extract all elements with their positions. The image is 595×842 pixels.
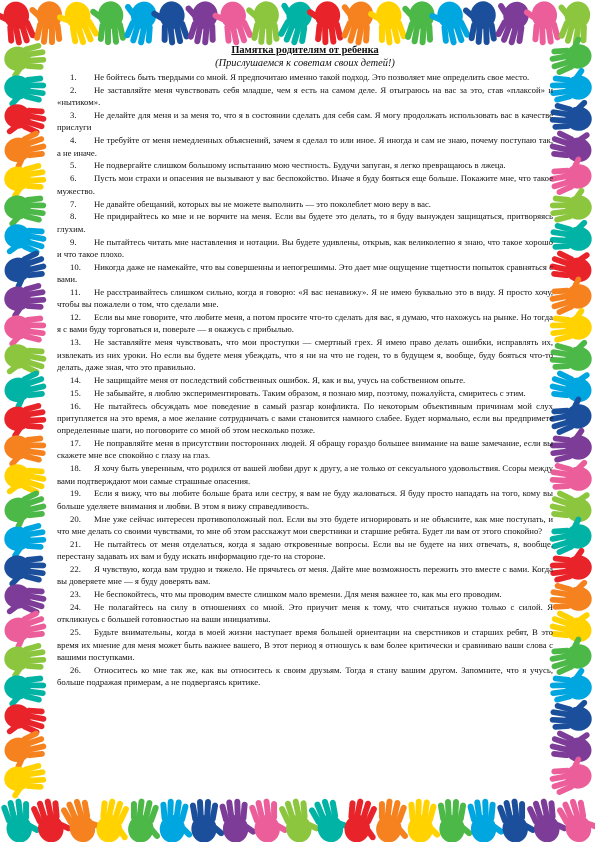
memo-item-text: Не бойтесь быть твердыми со мной. Я предпочитаю именно такой подход. Это позволяет мне определить свое место. <box>94 72 530 82</box>
memo-item-text: Относитесь ко мне так же, как вы относитесь к своим друзьям. Тогда я стану вашим другом. Запомните, что я учусь, больше подражая примерам, а не подвергаясь критике. <box>57 664 553 688</box>
memo-item <box>57 462 553 487</box>
handprint-icon <box>3 162 48 201</box>
memo-item <box>57 374 553 386</box>
handprint-icon <box>88 1 126 47</box>
handprint-icon <box>3 553 47 590</box>
handprint-icon <box>3 73 47 110</box>
memo-item-number: 4. <box>70 135 77 146</box>
memo-item-number: 21. <box>70 538 81 549</box>
handprint-icon <box>548 306 592 343</box>
memo-item-text: Я хочу быть уверенным, что родился от вашей любви друг к другу, а не только от сексуального удовольствия. Ссоры между вами подтверждают мои самые страшные опасения. <box>57 463 553 486</box>
memo-item <box>57 513 553 538</box>
memo-item-text: Если вы мне говорите, что любите меня, а потом просите что-то сделать для вас, я думаю, что нахожусь на рынке. Но тогда я с вами буду торговаться и, поверьте — я окажусь с прибылью. <box>57 312 553 335</box>
memo-item-number: 13. <box>70 337 81 348</box>
memo-item-number: 5. <box>70 160 77 171</box>
document-subtitle: (Прислушаемся к советам своих детей!) <box>215 58 395 69</box>
memo-item <box>57 487 553 512</box>
handprint-icon <box>426 0 473 50</box>
memo-item-number: 18. <box>70 463 81 474</box>
memo-item <box>57 664 553 689</box>
handprint-icon <box>3 762 48 801</box>
memo-item-number: 19. <box>70 488 81 499</box>
memo-item <box>57 588 553 600</box>
memo-item-number: 8. <box>70 211 77 222</box>
memo-item <box>57 601 553 626</box>
memo-item <box>57 198 553 210</box>
memo-item-number: 12. <box>70 312 81 323</box>
memo-item <box>57 261 553 286</box>
handprint-icon <box>3 673 47 710</box>
handprint-icon <box>149 0 191 48</box>
handprint-icon <box>554 793 595 842</box>
memo-item <box>57 400 553 437</box>
handprint-icon <box>180 0 222 47</box>
memo-item <box>57 538 553 563</box>
handprint-icon <box>548 66 592 103</box>
handprint-icon <box>244 1 282 46</box>
memo-item-number: 14. <box>70 374 81 385</box>
memo-item <box>57 159 553 171</box>
memo-item-number: 1. <box>70 72 77 82</box>
memo-item <box>57 311 553 336</box>
memo-item <box>57 626 553 663</box>
memo-item-number: 7. <box>70 198 77 209</box>
memo-item-text: Не придирайтесь ко мне и не ворчите на меня. Если вы будете это делать, то я буду вынужден защищаться, притворяясь глухим. <box>57 211 553 234</box>
memo-document <box>57 44 553 810</box>
memo-item-text: Не пытайтесь читать мне наставления и нотации. Вы будете удивлены, открыв, как великолепно я знаю, что такое хорошо и что такое плохо. <box>57 236 553 259</box>
memo-item-number: 22. <box>70 564 81 575</box>
memo-item-number: 16. <box>70 400 81 411</box>
memo-item-number: 26. <box>70 664 81 675</box>
memo-item <box>57 210 553 235</box>
memo-item-text: Не требуйте от меня немедленных объяснений, зачем я сделал то или иное. Я иногда и сам не знаю, почему поступаю так, а не иначе. <box>57 135 553 158</box>
document-title: Памятка родителям от ребенка <box>231 45 379 56</box>
memo-item-text: Будьте внимательны, когда в моей жизни наступает время большей ориентации на сверстников и старших ребят, В это время их мнение для меня может быть важнее вашего, В этот период я отношусь к вам более критически и сравниваю ваши слова с вашими поступками. <box>57 627 553 662</box>
memo-item-number: 17. <box>70 438 81 449</box>
handprint-icon <box>3 522 48 561</box>
memo-item-number: 3. <box>70 110 77 121</box>
handprint-icon <box>548 546 592 583</box>
handprint-icon <box>3 433 47 470</box>
memo-item <box>57 236 553 261</box>
memo-item <box>57 387 553 399</box>
memo-item-number: 11. <box>70 286 81 297</box>
memo-item-text: Я чувствую, когда вам трудно и тяжело. Не прячьтесь от меня. Дайте мне возможность пережить это вместе с вами. Когда вы доверяете мне — я буду доверять вам. <box>57 564 553 587</box>
memo-item-text: Если я вижу, что вы любите больше брата или сестру, я вам не буду жаловаться. Я буду просто нападать на того, кому вы больше уделяете внимания и любви. В этом я вижу справедливость. <box>57 488 553 511</box>
memo-item-text: Не подвергайте слишком большому испытанию мою честность. Будучи запуган, я легко превращаюсь в лжеца. <box>94 160 506 171</box>
memo-item <box>57 336 553 373</box>
handprint-icon <box>3 642 48 681</box>
memo-item-text: Не полагайтесь на силу в отношениях со мной. Это приучит меня к тому, что считаться нужно только с силой. Я откликнусь с большей готовностью на ваши инициативы. <box>57 602 553 625</box>
handprint-icon <box>305 0 344 46</box>
memo-item-number: 2. <box>70 84 77 95</box>
memo-item-text: Не беспокойтесь, что мы проводим вместе слишком мало времени. Для меня важнее то, как мы его проводим. <box>94 589 502 600</box>
memo-item <box>57 71 553 83</box>
memo-item <box>57 437 553 462</box>
memo-item <box>57 563 553 588</box>
memo-item-text: Никогда даже не намекайте, что вы совершенны и непогрешимы. Это дает мне ощущение тщетности попыток сравняться с вами. <box>57 261 553 285</box>
memo-item-text: Не заставляйте меня чувствовать себя младше, чем я есть на самом деле. Я отыграюсь на вас за это, став «плаксой» и «нытиком». <box>57 84 553 108</box>
handprint-icon <box>548 426 592 463</box>
memo-item-text: Не поправляйте меня в присутствии посторонних людей. Я обращу гораздо большее внимание на ваше замечание, если вы скажете мне все спокойно с глазу на глаз. <box>57 438 553 461</box>
memo-item-number: 23. <box>70 589 81 600</box>
memo-item-text: Мне уже сейчас интересен противоположный пол. Если вы это будете игнорировать и не объясните, как мне поступать, и что мне делать со своими чувствами, то мне об этом расскажут мои сверстники и старшие ребята. Будет ли вам от этого спокойно? <box>57 513 553 536</box>
handprint-icon <box>548 186 592 223</box>
handprint-icon <box>3 42 48 81</box>
memo-item-text: Не пытайтесь обсуждать мое поведение в самый разгар конфликта. По некоторым объективным причинам мой слух притупляется на это время, а мое желание сотрудничать с вами становится намного слабее. Будет нормально, если вы предпримете определенные шаги, но поговорите со мной об этом несколько позже. <box>57 400 553 436</box>
memo-item-number: 6. <box>70 173 77 184</box>
memo-item <box>57 134 553 159</box>
memo-item <box>57 84 553 109</box>
memo-list <box>57 71 553 688</box>
handprint-icon <box>3 193 47 230</box>
handprint-icon <box>3 402 48 441</box>
memo-item-number: 9. <box>70 236 77 247</box>
handprint-icon <box>365 0 408 49</box>
handprint-icon <box>397 0 438 47</box>
memo-item-text: Пусть мои страхи и опасения не вызывают у вас беспокойство. Иначе я буду бояться еще больше. Покажите мне, что такое мужество. <box>57 173 553 196</box>
memo-item-number: 10. <box>70 261 81 272</box>
handprint-icon <box>522 0 562 47</box>
memo-item <box>57 286 553 311</box>
memo-item-text: Не расстраивайтесь слишком сильно, когда я говорю: «Я вас ненавижу». Я не имею буквально это в виду. Я просто хочу, чтобы вы пожалели о том, что сделали мне. <box>57 286 553 310</box>
memo-item-text: Не заставляйте меня чувствовать, что мои проступки — смертный грех. Я имею право делать ошибки, исправлять их, извлекать из них уроки. Но если вы будете меня убеждать, что я ни на что не годен, то в будущем я, вообще, буду бояться что-то делать, даже зная, что это правильно. <box>57 337 553 372</box>
handprint-icon <box>3 313 47 350</box>
memo-item <box>57 172 553 197</box>
memo-item-number: 25. <box>70 627 81 638</box>
memo-item-text: Не защищайте меня от последствий собственных ошибок. Я, как и вы, учусь на собственном опыте. <box>94 374 466 385</box>
memo-item <box>57 109 553 134</box>
memo-item-text: Не давайте обещаний, которых вы не можете выполнить — это поколеблет мою веру в вас. <box>94 198 431 209</box>
memo-item-number: 24. <box>70 602 81 613</box>
handprint-icon <box>3 282 48 321</box>
memo-item-text: Не пытайтесь от меня отделаться, когда я задаю откровенные вопросы. Если вы не будете на них отвечать, я, вообще, перестану задавать их вам и буду искать информацию где-то на стороне. <box>57 538 553 562</box>
memo-item-number: 15. <box>70 387 81 398</box>
handprint-icon <box>548 666 592 703</box>
memo-item-text: Не делайте для меня и за меня то, что я в состоянии сделать для себя сам. Я могу продолжать использовать вас в качестве прислуги <box>57 110 553 133</box>
memo-item-number: 20. <box>70 513 81 524</box>
memo-item-text: Не забывайте, я люблю экспериментировать. Таким образом, я познаю мир, поэтому, пожалуйста, смиритесь с этим. <box>94 387 526 398</box>
handprint-icon <box>26 0 64 46</box>
handprint-icon <box>461 1 498 45</box>
